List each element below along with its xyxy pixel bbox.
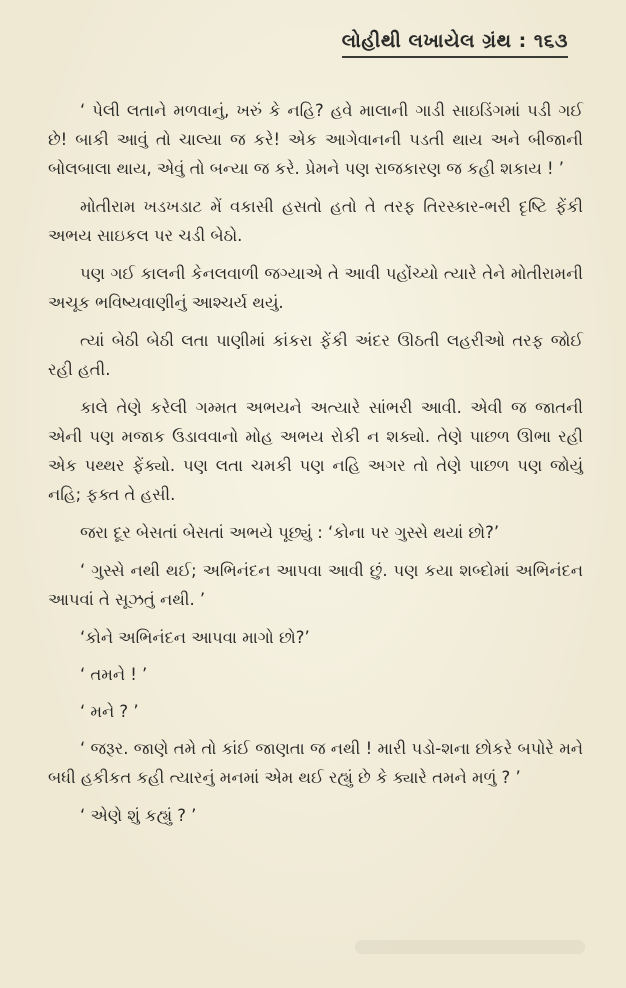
paragraph: ‘ ગુસ્સે નથી થઈ; અભિનંદન આપવા આવી છું. પણ કયા શબ્દોમાં અભિનંદન આપવાં તે સૂઝતું નથી. ’ bbox=[48, 561, 583, 609]
paragraph: ‘કોને અભિનંદન આપવા માગો છો?’ bbox=[80, 628, 310, 647]
running-head: લોહીથી લખાયેલ ગ્રંથ : ૧૬૩ bbox=[342, 30, 568, 58]
paper-stain bbox=[355, 940, 585, 954]
paragraph: જરા દૂર બેસતાં બેસતાં અભયે પૂછ્યું : ‘કોના પર ગુસ્સે થયાં છો?’ bbox=[80, 523, 500, 542]
paragraph: ‘ તમને ! ’ bbox=[80, 665, 148, 684]
paragraph: ‘ એણે શું કહ્યું ? ’ bbox=[80, 806, 197, 825]
paragraph: મોતીરામ ખડખડાટ મેં વકાસી હસતો હતો તે તરફ તિરસ્કાર-ભરી દૃષ્ટિ ફેંકી અભય સાઇકલ પર ચડી બેઠો. bbox=[48, 197, 583, 245]
paragraph: ‘ જરૂર. જાણે તમે તો કાંઈ જાણતા જ નથી ! મારી પડો-શના છોકરે બપોરે મને બધી હકીકત કહી ત્યારનું મનમાં એમ થઈ રહ્યું છે કે ક્યારે તમને મળું ? ’ bbox=[48, 739, 583, 787]
paragraph: ત્યાં બેઠી બેઠી લતા પાણીમાં કાંકરા ફેંકી અંદર ઊઠતી લહરીઓ તરફ જોઈ રહી હતી. bbox=[48, 331, 583, 379]
paragraph: ‘ મને ? ’ bbox=[80, 702, 139, 721]
paragraph: ‘ પેલી લતાને મળવાનું, ખરું કે નહિ? હવે માલાની ગાડી સાઇડિંગમાં પડી ગઈ છે! બાકી આવું તો ચાલ્યા જ કરે! એક આગેવાનની પડતી થાય અને બીજાની બોલબાલા થાય, એવું તો બન્યા જ કરે. પ્રેમને પણ રાજકારણ જ કહી શકાય ! ’ bbox=[48, 101, 583, 178]
paragraph: પણ ગઈ કાલની કેનલવાળી જગ્યાએ તે આવી પહોંચ્યો ત્યારે તેને મોતીરામની અચૂક ભવિષ્યવાણીનું આશ્ચર્ય થયું. bbox=[48, 264, 583, 312]
body-text bbox=[48, 96, 583, 838]
page-header bbox=[342, 30, 568, 58]
paragraph: કાલે તેણે કરેલી ગમ્મત અભયને અત્યારે સાંભરી આવી. એવી જ જાતની એની પણ મજાક ઉડાવવાનો મોહ અભય રોકી ન શક્યો. તેણે પાછળ ઊભા રહી એક પથ્થર ફેંક્યો. પણ લતા ચમકી પણ નહિ અગર તો તેણે પાછળ પણ જોયું નહિ; ફક્ત તે હસી. bbox=[48, 398, 583, 504]
